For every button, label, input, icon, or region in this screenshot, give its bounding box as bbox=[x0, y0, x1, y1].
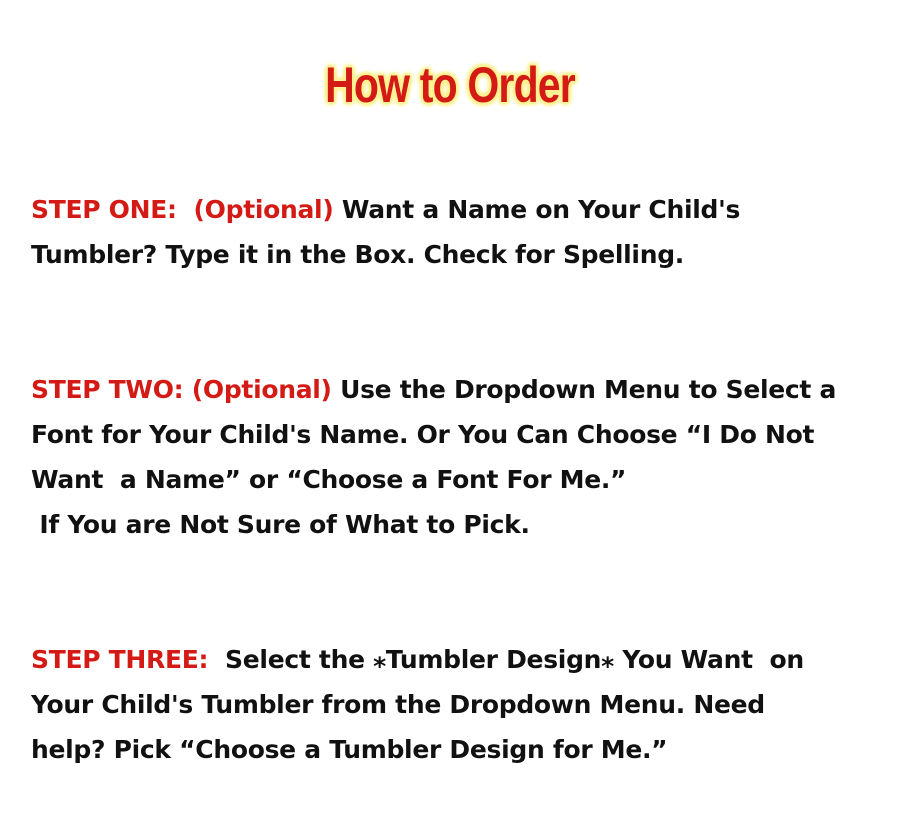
step-one-label: STEP ONE: (Optional) bbox=[31, 195, 334, 224]
step-three-text-1: Select the ⁎Tumbler Design⁎ You Want on bbox=[208, 645, 804, 674]
step-one-text-2: Tumbler? Type it in the Box. Check for Spelling. bbox=[31, 240, 684, 269]
step-two-text-2: Font for Your Child's Name. Or You Can Choose “I Do Not bbox=[31, 420, 815, 449]
step-three-line-1 bbox=[31, 637, 881, 682]
step-three bbox=[31, 637, 881, 772]
step-two-text-4: If You are Not Sure of What to Pick. bbox=[31, 510, 530, 539]
step-one-line-1 bbox=[31, 187, 881, 232]
step-two-text-1: Use the Dropdown Menu to Select a bbox=[331, 375, 837, 404]
step-three-text-2: Your Child's Tumbler from the Dropdown Menu. Need bbox=[31, 690, 765, 719]
page-title: How to Order bbox=[325, 57, 575, 113]
step-two-label: STEP TWO: (Optional) bbox=[31, 375, 332, 404]
step-three-label: STEP THREE: bbox=[31, 645, 209, 674]
step-two-line-1 bbox=[31, 367, 881, 412]
step-two bbox=[31, 367, 881, 547]
step-two-text-3: Want a Name” or “Choose a Font For Me.” bbox=[31, 465, 627, 494]
step-one bbox=[31, 187, 881, 277]
step-three-text-3: help? Pick “Choose a Tumbler Design for Me.” bbox=[31, 735, 668, 764]
step-one-text-1: Want a Name on Your Child's bbox=[333, 195, 741, 224]
